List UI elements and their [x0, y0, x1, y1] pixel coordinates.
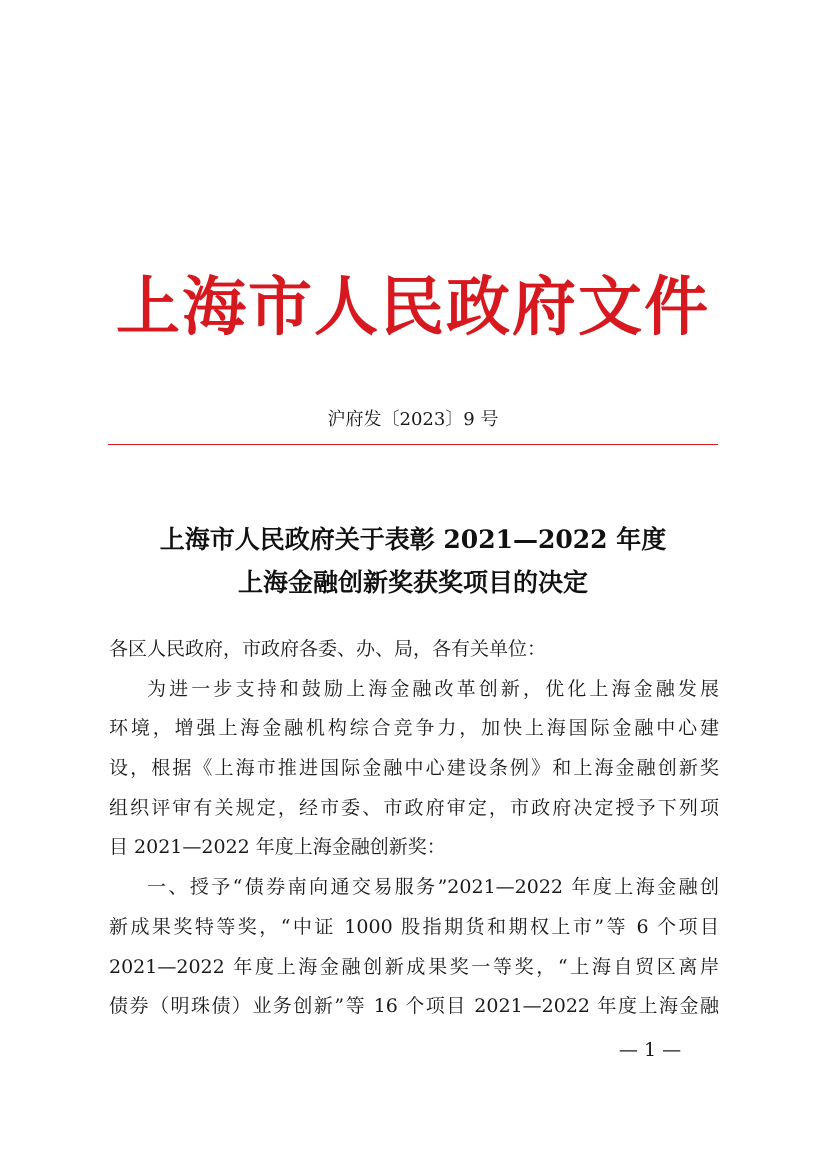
page-number: — 1 — [618, 1039, 682, 1061]
document-title-line-1: 上海市人民政府关于表彰 2021—2022 年度 [159, 525, 667, 554]
body-line: 新成果奖特等奖，“中证 1000 股指期货和期权上市”等 6 个项目 [109, 915, 719, 938]
body-line: 设，根据《上海市推进国际金融中心建设条例》和上海金融创新奖 [109, 757, 719, 780]
body-line: 债券（明珠债）业务创新”等 16 个项目 2021—2022 年度上海金融 [109, 995, 719, 1018]
document-title-line-2: 上海金融创新奖获奖项目的决定 [237, 568, 588, 597]
body-line: 环境，增强上海金融机构综合竞争力，加快上海国际金融中心建 [109, 717, 719, 740]
body-line: 2021—2022 年度上海金融创新成果奖一等奖，“上海自贸区离岸 [109, 955, 719, 978]
document-number: 沪府发〔2023〕9 号 [327, 409, 499, 430]
document-body [109, 630, 719, 1027]
body-line: 一、授予“债券南向通交易服务”2021—2022 年度上海金融创 [147, 876, 719, 899]
red-divider-line [108, 444, 718, 445]
salutation: 各区人民政府，市政府各委、办、局，各有关单位： [109, 638, 547, 660]
document-masthead: 上海市人民政府文件 [116, 270, 710, 345]
body-line: 为进一步支持和鼓励上海金融改革创新，优化上海金融发展 [147, 677, 719, 700]
body-line: 目 2021—2022 年度上海金融创新奖： [109, 836, 446, 859]
body-line: 组织评审有关规定，经市委、市政府审定，市政府决定授予下列项 [109, 796, 719, 819]
